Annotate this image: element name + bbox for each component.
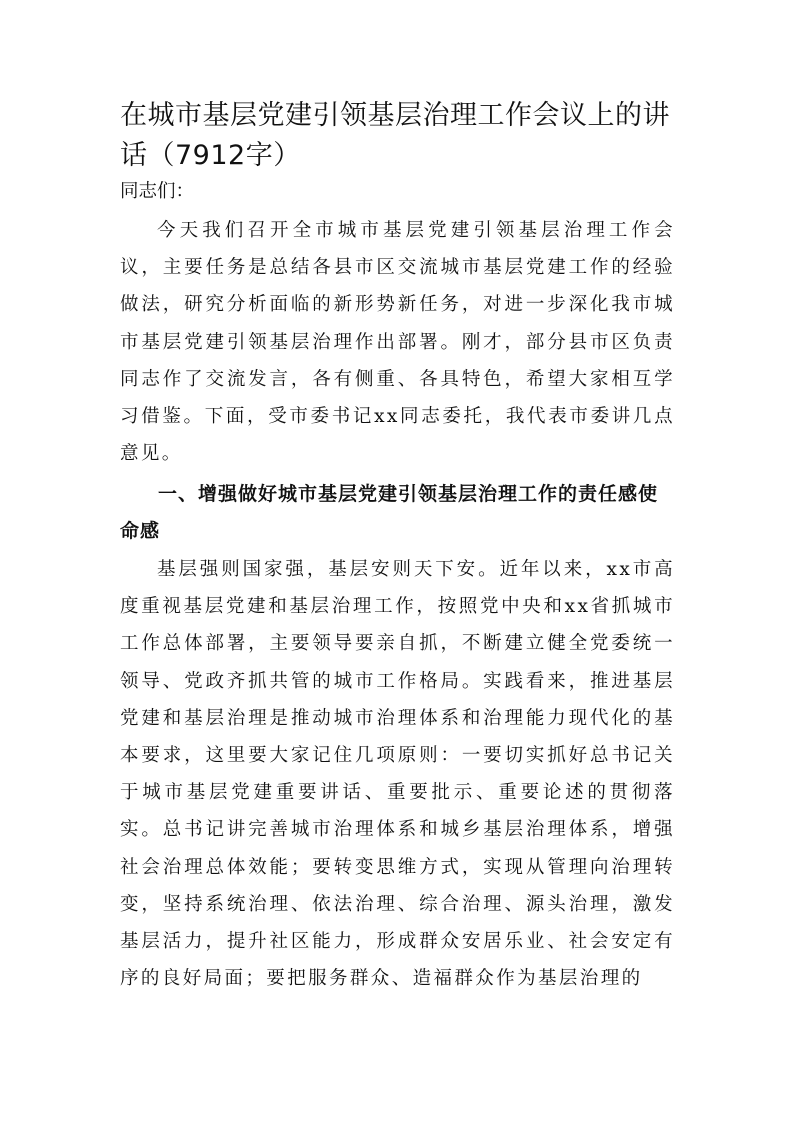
document-title: 在城市基层党建引领基层治理工作会议上的讲话（7912字） — [120, 100, 670, 171]
section-heading: 一、增强做好城市基层党建引领基层治理工作的责任感使命感 — [120, 483, 659, 542]
paragraph-intro: 今天我们召开全市城市基层党建引领基层治理工作会议，主要任务是总结各县市区交流城市基层党建工作的经验做法，研究分析面临的新形势新任务，对进一步深化我市城市基层党建引领基层治理作出部署。刚才，部分县市区负责同志作了交流发言，各有侧重、各具特色，希望大家相互学习借鉴。下面，受市委书记xx同志委托，我代表市委讲几点意见。 — [120, 220, 675, 465]
greeting: 同志们： — [120, 181, 195, 202]
paragraph-section-one: 基层强则国家强，基层安则天下安。近年以来，xx市高度重视基层党建和基层治理工作，按照党中央和xx省抓城市工作总体部署，主要领导要亲自抓，不断建立健全党委统一领导、党政齐抓共管的城市工作格局。实践看来，推进基层党建和基层治理是推动城市治理体系和治理能力现代化的基本要求，这里要大家记住几项原则：一要切实抓好总书记关于城市基层党建重要讲话、重要批示、重要论述的贯彻落实。总书记讲完善城市治理体系和城乡基层治理体系，增强社会治理总体效能；要转变思维方式，实现从管理向治理转变，坚持系统治理、依法治理、综合治理、源头治理，激发基层活力，提升社区能力，形成群众安居乐业、社会安定有序的良好局面；要把服务群众、造福群众作为基层治理的 — [120, 559, 675, 990]
